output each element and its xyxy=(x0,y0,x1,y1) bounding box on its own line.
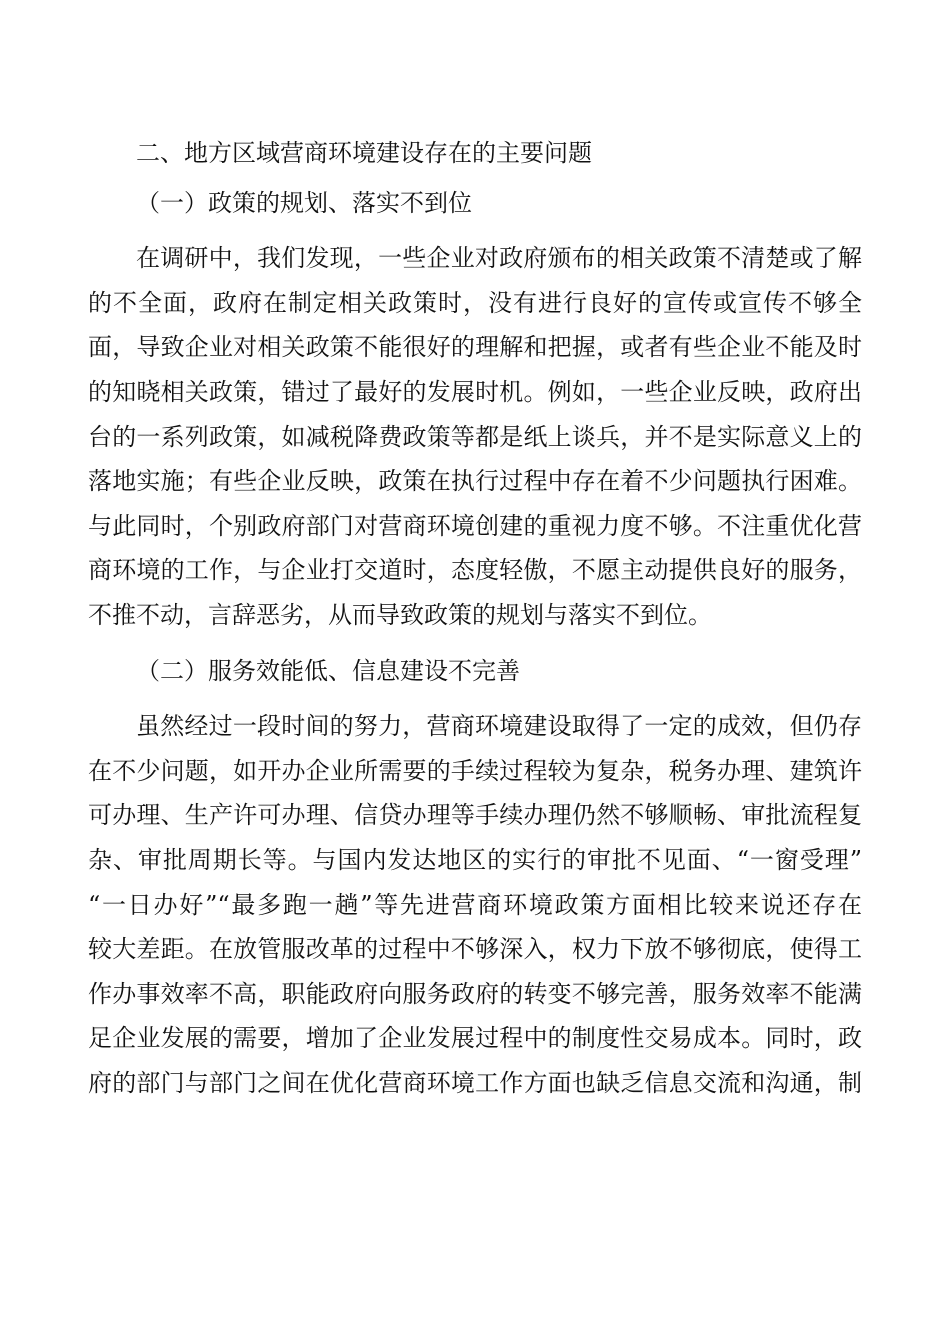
paragraph-line: 在不少问题，如开办企业所需要的手续过程较为复杂，税务办理、建筑许 xyxy=(88,756,862,785)
section-heading-main: 二、地方区域营商环境建设存在的主要问题 xyxy=(136,139,592,167)
spacer xyxy=(88,693,862,704)
subsection-heading-2: （二）服务效能低、信息建设不完善 xyxy=(136,656,520,685)
paragraph-line: 的知晓相关政策，错过了最好的发展时机。例如，一些企业反映，政府出 xyxy=(88,377,862,406)
paragraph-2 xyxy=(88,704,862,1105)
paragraph-line: 虽然经过一段时间的努力，营商环境建设取得了一定的成效，但仍存 xyxy=(136,712,862,741)
paragraph-line: 在调研中，我们发现，一些企业对政府颁布的相关政策不清楚或了解 xyxy=(136,244,862,273)
paragraph-line: “一日办好”“最多跑一趟”等先进营商环境政策方面相比较来说还存在 xyxy=(88,890,862,919)
document-body xyxy=(88,131,862,1105)
spacer xyxy=(88,638,862,649)
paragraph-line: 落地实施；有些企业反映，政策在执行过程中存在着不少问题执行困难。 xyxy=(88,467,862,496)
paragraph-line: 商环境的工作，与企业打交道时，态度轻傲，不愿主动提供良好的服务， xyxy=(88,556,862,585)
paragraph-line: 较大差距。在放管服改革的过程中不够深入，权力下放不够彻底，使得工 xyxy=(88,935,862,964)
paragraph-line: 府的部门与部门之间在优化营商环境工作方面也缺乏信息交流和沟通，制 xyxy=(88,1068,862,1097)
paragraph-line: 与此同时，个别政府部门对营商环境创建的重视力度不够。不注重优化营 xyxy=(88,511,862,540)
spacer xyxy=(88,225,862,236)
paragraph-line: 不推不动，言辞恶劣，从而导致政策的规划与落实不到位。 xyxy=(88,600,712,629)
paragraph-line: 面，导致企业对相关政策不能很好的理解和把握，或者有些企业不能及时 xyxy=(88,333,862,362)
paragraph-line: 杂、审批周期长等。与国内发达地区的实行的审批不见面、“一窗受理” xyxy=(88,845,862,874)
paragraph-line: 足企业发展的需要，增加了企业发展过程中的制度性交易成本。同时，政 xyxy=(88,1024,862,1053)
paragraph-line: 可办理、生产许可办理、信贷办理等手续办理仍然不够顺畅、审批流程复 xyxy=(88,801,862,830)
subsection-heading-1: （一）政策的规划、落实不到位 xyxy=(136,188,472,217)
paragraph-line: 台的一系列政策，如减税降费政策等都是纸上谈兵，并不是实际意义上的 xyxy=(88,422,862,451)
paragraph-line: 作办事效率不高，职能政府向服务政府的转变不够完善，服务效率不能满 xyxy=(88,979,862,1008)
paragraph-line: 的不全面，政府在制定相关政策时，没有进行良好的宣传或宣传不够全 xyxy=(88,288,862,317)
paragraph-1 xyxy=(88,236,862,637)
